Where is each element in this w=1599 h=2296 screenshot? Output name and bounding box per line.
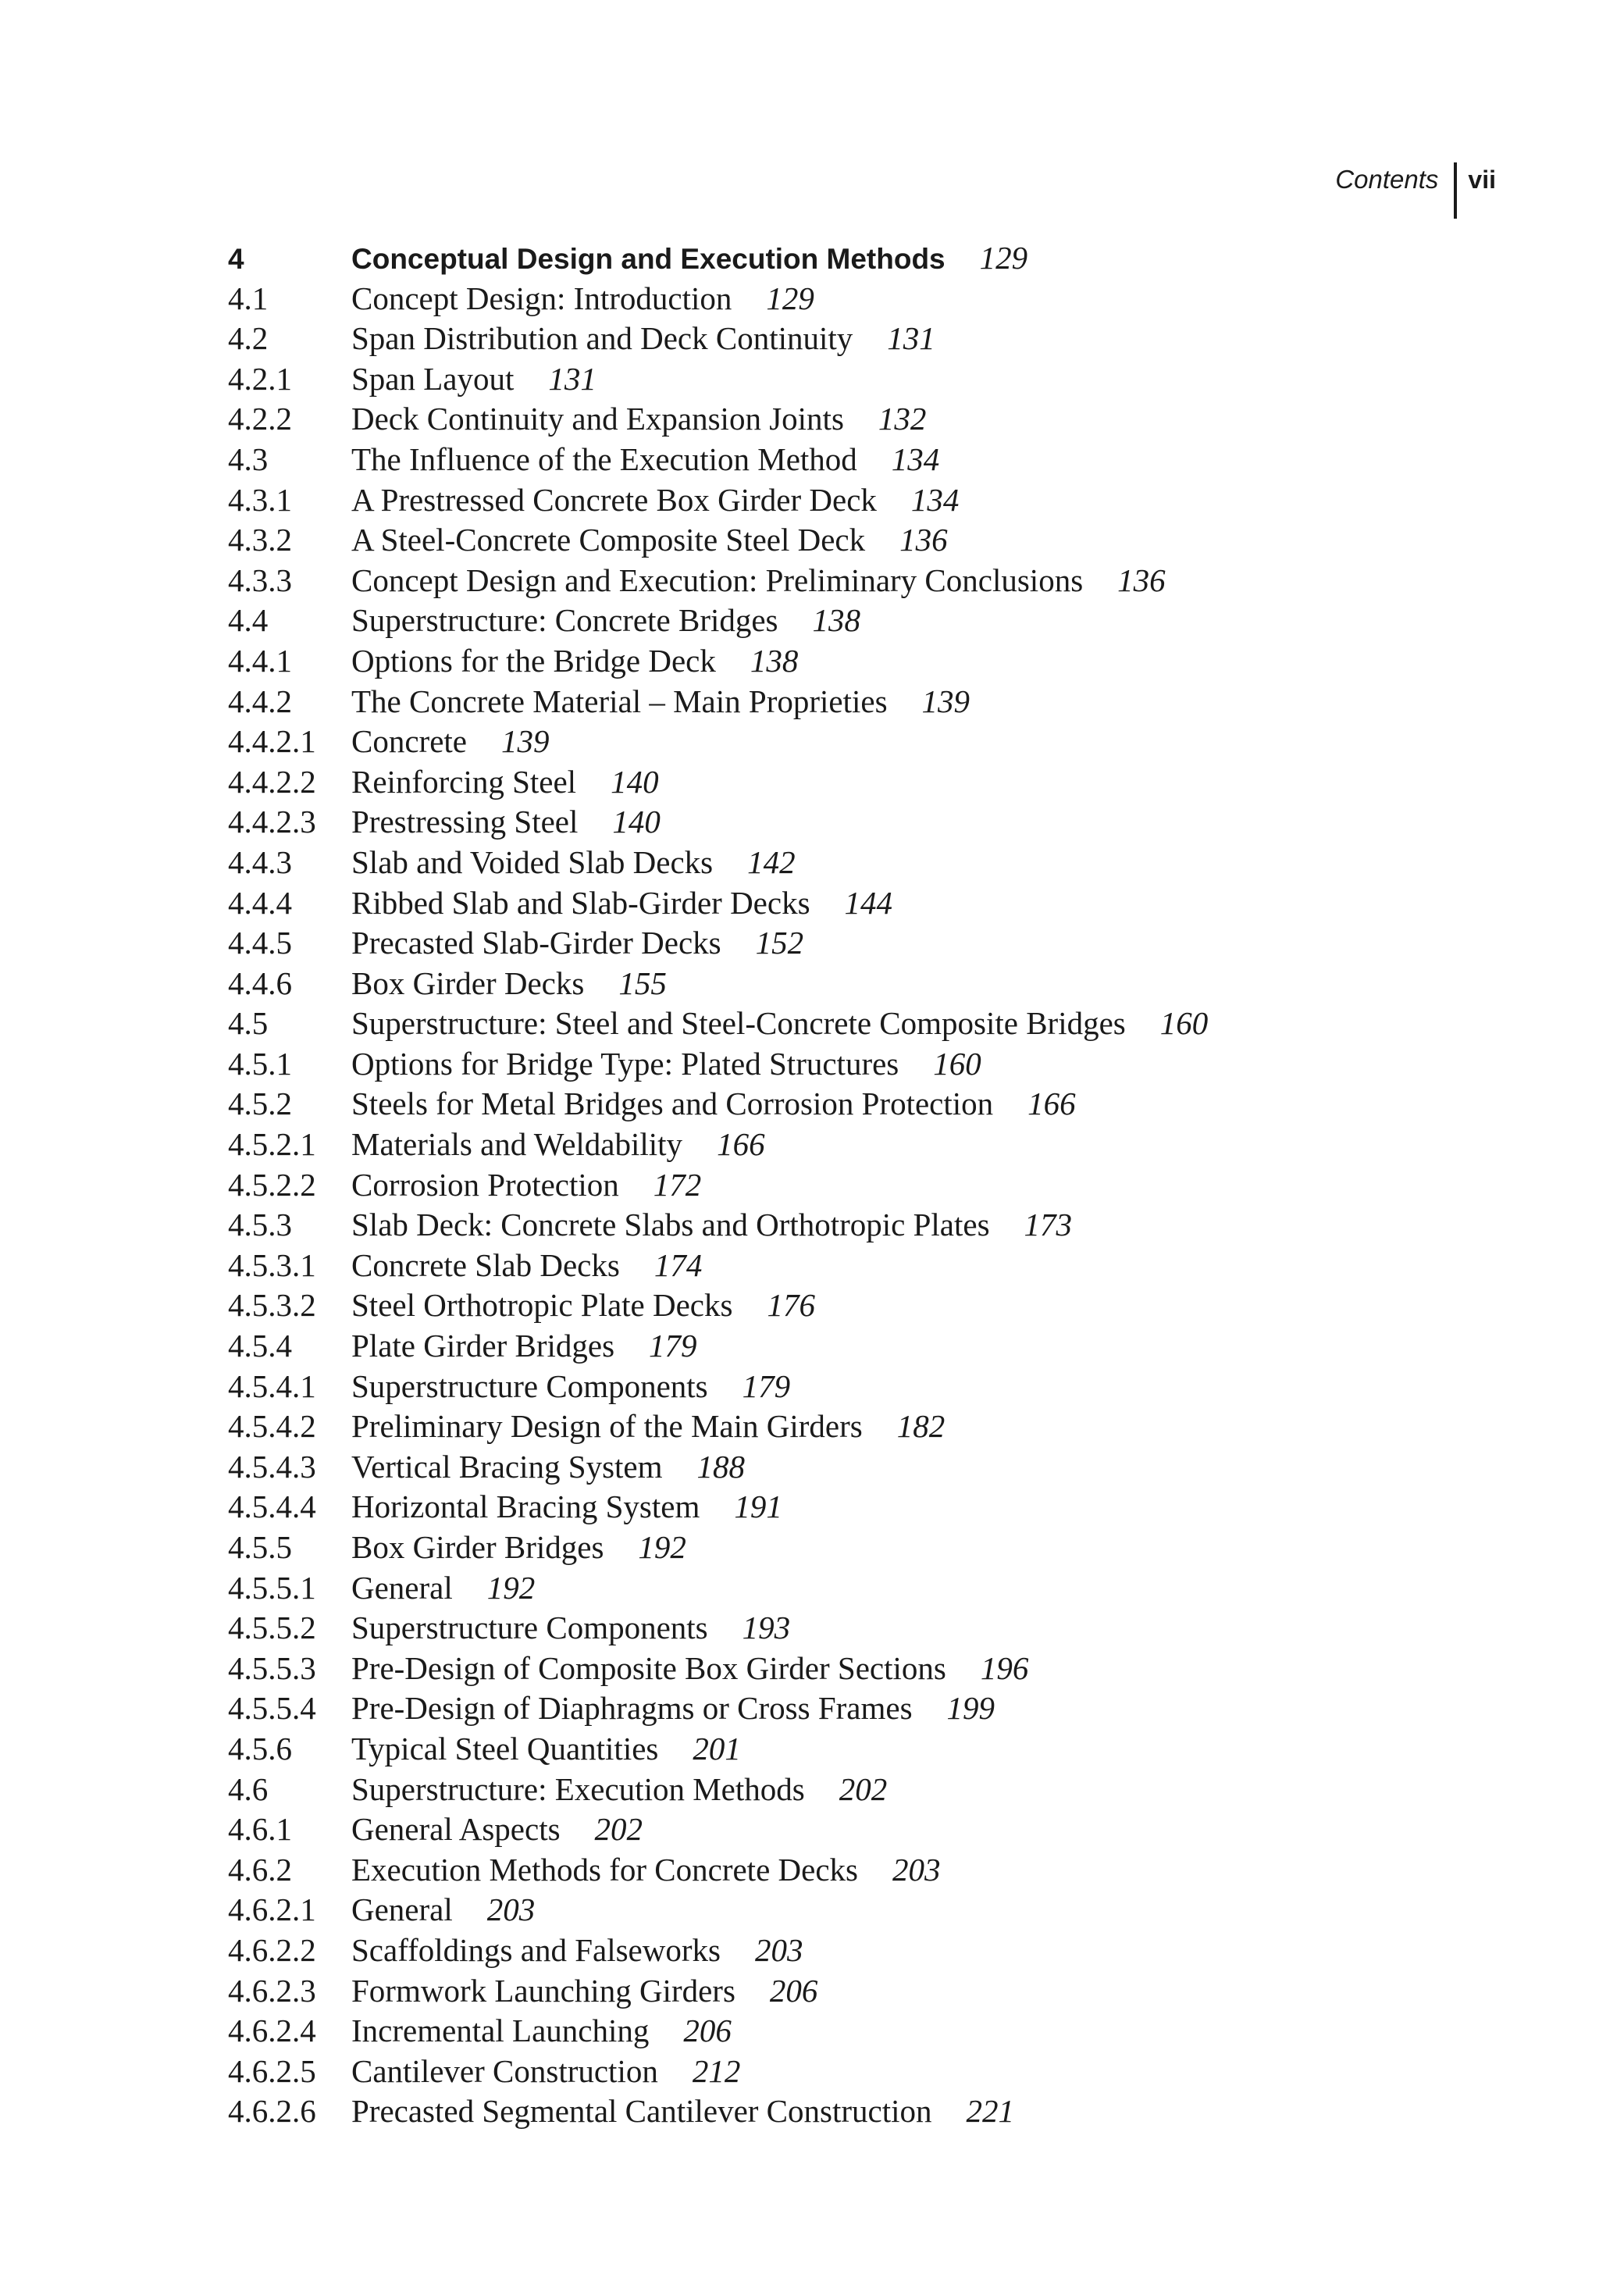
toc-entry-page: 196 (980, 1649, 1029, 1686)
toc-entry-title: Typical Steel Quantities (351, 1730, 659, 1767)
toc-entry-number: 4.6.2.3 (228, 1972, 316, 2009)
toc-entry[interactable] (228, 1285, 1399, 1326)
toc-entry-page: 134 (910, 481, 960, 518)
toc-entry-number: 4.4.5 (228, 925, 292, 961)
toc-entry[interactable] (228, 1729, 1399, 1770)
toc-entry-page: 172 (653, 1166, 702, 1203)
toc-entry-number: 4.6.2.6 (228, 2093, 316, 2130)
toc-entry-page: 221 (966, 2093, 1015, 2130)
toc-entry-number: 4.4.2 (228, 683, 292, 719)
toc-entry[interactable] (228, 1487, 1399, 1528)
toc-entry-number: 4.6.2.4 (228, 2013, 316, 2049)
toc-entry-title: Pre-Design of Composite Box Girder Sections (351, 1649, 946, 1686)
toc-entry[interactable] (228, 641, 1399, 682)
toc-entry-title: Horizontal Bracing System (351, 1488, 700, 1525)
toc-entry[interactable] (228, 319, 1399, 359)
toc-entry[interactable] (228, 1890, 1399, 1931)
toc-entry[interactable] (228, 399, 1399, 440)
toc-entry[interactable] (228, 1084, 1399, 1125)
toc-entry[interactable] (228, 601, 1399, 641)
toc-entry-page: 152 (755, 925, 804, 961)
toc-entry-number: 4.5 (228, 1005, 269, 1042)
toc-entry-title: Slab and Voided Slab Decks (351, 843, 714, 880)
toc-entry[interactable] (228, 843, 1399, 883)
toc-entry-number: 4.4.3 (228, 843, 292, 880)
toc-entry-title: Plate Girder Bridges (351, 1328, 615, 1364)
toc-entry[interactable] (228, 923, 1399, 964)
toc-entry-title: Scaffoldings and Falseworks (351, 1931, 721, 1968)
toc-entry-title: A Prestressed Concrete Box Girder Deck (351, 481, 877, 518)
toc-entry[interactable] (228, 1165, 1399, 1206)
toc-entry-page: 139 (921, 683, 970, 719)
toc-entry-number: 4.4 (228, 602, 269, 639)
toc-entry[interactable] (228, 1608, 1399, 1649)
toc-entry-title: General (351, 1569, 453, 1606)
toc-entry-page: 136 (899, 522, 948, 558)
toc-entry-title: Precasted Segmental Cantilever Construction (351, 2093, 932, 2130)
toc-entry-number: 4.5.4.2 (228, 1408, 316, 1445)
toc-entry-page: 176 (767, 1287, 815, 1324)
toc-entry-title: Options for the Bridge Deck (351, 642, 716, 679)
toc-entry[interactable] (228, 1447, 1399, 1488)
toc-entry-page: 160 (1159, 1005, 1209, 1042)
toc-entry-number: 4.5.4 (228, 1328, 292, 1364)
toc-entry-title: Superstructure: Concrete Bridges (351, 602, 778, 639)
toc-entry-number: 4.5.1 (228, 1045, 292, 1082)
toc-entry[interactable] (228, 561, 1399, 601)
toc-entry-number: 4.4.1 (228, 642, 292, 679)
toc-entry-number: 4.5.6 (228, 1730, 292, 1767)
toc-entry[interactable] (228, 1004, 1399, 1044)
toc-entry-number: 4.3.2 (228, 522, 292, 558)
toc-entry-page: 160 (933, 1045, 981, 1082)
toc-entry-title: Precasted Slab-Girder Decks (351, 925, 721, 961)
toc-entry-number: 4 (228, 243, 244, 275)
toc-entry-number: 4.5.2 (228, 1086, 292, 1122)
toc-entry[interactable] (228, 883, 1399, 924)
toc-entry[interactable] (228, 1044, 1399, 1085)
toc-entry-page: 131 (887, 320, 935, 357)
toc-entry-page: 155 (618, 964, 667, 1001)
toc-entry-number: 4.5.3.1 (228, 1246, 316, 1283)
toc-entry-title: Concrete Slab Decks (351, 1246, 620, 1283)
toc-entry[interactable] (228, 1367, 1399, 1407)
toc-entry-number: 4.4.4 (228, 884, 292, 921)
toc-entry-title: Options for Bridge Type: Plated Structures (351, 1045, 899, 1082)
toc-entry[interactable] (228, 359, 1399, 400)
toc-entry-title: Superstructure: Steel and Steel-Concrete Composite Bridges (351, 1005, 1126, 1042)
toc-entry-page: 140 (612, 804, 661, 840)
toc-entry-number: 4.5.5.3 (228, 1649, 316, 1686)
toc-entry-number: 4.2.1 (228, 360, 292, 397)
toc-entry-title: Ribbed Slab and Slab-Girder Decks (351, 884, 810, 921)
toc-entry-page: 201 (693, 1730, 741, 1767)
toc-entry-number: 4.5.4.4 (228, 1488, 316, 1525)
toc-entry-title: Conceptual Design and Execution Methods (351, 243, 946, 275)
toc-entry-number: 4.4.6 (228, 964, 292, 1001)
toc-entry-page: 206 (769, 1972, 818, 2009)
toc-entry[interactable] (228, 722, 1399, 762)
toc-entry-title: Slab Deck: Concrete Slabs and Orthotropic Plates (351, 1207, 990, 1243)
toc-entry-number: 4.4.2.1 (228, 723, 316, 760)
toc-entry-title: Formwork Launching Girders (351, 1972, 735, 2009)
toc-entry-number: 4.6.2.1 (228, 1891, 316, 1928)
toc-entry-page: 203 (892, 1851, 941, 1888)
toc-entry[interactable] (228, 1125, 1399, 1165)
toc-entry-title: Concept Design and Execution: Preliminary Conclusions (351, 562, 1084, 598)
toc-entry-number: 4.5.5.2 (228, 1610, 316, 1646)
toc-entry-number: 4.5.5 (228, 1529, 292, 1565)
toc-entry-page: 131 (548, 360, 597, 397)
toc-entry-page: 138 (812, 602, 861, 639)
toc-entry[interactable] (228, 279, 1399, 319)
toc-entry-title: Superstructure: Execution Methods (351, 1770, 805, 1807)
toc-entry[interactable] (228, 1205, 1399, 1246)
toc-entry-number: 4.5.2.2 (228, 1166, 316, 1203)
toc-entry[interactable] (228, 1326, 1399, 1367)
toc-entry[interactable] (228, 682, 1399, 722)
toc-entry-number: 4.2.2 (228, 401, 292, 437)
page-number: vii (1468, 166, 1496, 194)
toc-entry[interactable] (228, 964, 1399, 1004)
toc-entry-title: Steel Orthotropic Plate Decks (351, 1287, 733, 1324)
toc-entry-title: General Aspects (351, 1811, 561, 1848)
toc-entry-page: 203 (754, 1931, 803, 1968)
toc-entry[interactable] (228, 1971, 1399, 2012)
toc-entry-page: 166 (717, 1126, 765, 1163)
toc-entry[interactable] (228, 1649, 1399, 1689)
toc-entry-number: 4.5.5.4 (228, 1690, 316, 1727)
toc-entry-number: 4.6.2 (228, 1851, 292, 1888)
running-head (1335, 162, 1496, 219)
toc-entry-title: Superstructure Components (351, 1610, 708, 1646)
toc-entry-title: Reinforcing Steel (351, 763, 577, 800)
toc-entry-number: 4.6.1 (228, 1811, 292, 1848)
toc-entry-page: 129 (979, 240, 1028, 276)
toc-entry-page: 140 (611, 763, 659, 800)
toc-entry[interactable] (228, 1688, 1399, 1729)
toc-entry-number: 4.6.2.5 (228, 2052, 316, 2089)
toc-entry-title: Span Layout (351, 360, 515, 397)
toc-entry-page: 182 (896, 1408, 946, 1445)
toc-entry-title: Incremental Launching (351, 2013, 650, 2049)
table-of-contents (228, 238, 1399, 2132)
toc-entry-number: 4.5.5.1 (228, 1569, 316, 1606)
toc-entry-page: 202 (594, 1811, 643, 1848)
toc-entry[interactable] (228, 440, 1399, 480)
toc-entry-page: 212 (692, 2052, 741, 2089)
toc-entry-page: 179 (649, 1328, 697, 1364)
toc-entry-title: Cantilever Construction (351, 2052, 658, 2089)
toc-entry-number: 4.5.4.3 (228, 1448, 316, 1485)
toc-entry-page: 206 (683, 2013, 732, 2049)
toc-entry-title: Box Girder Decks (351, 964, 585, 1001)
toc-entry-page: 138 (750, 642, 799, 679)
toc-entry[interactable] (228, 1528, 1399, 1568)
toc-entry[interactable] (228, 1850, 1399, 1891)
toc-entry[interactable] (228, 1931, 1399, 1971)
toc-entry[interactable] (228, 1770, 1399, 1810)
toc-entry-number: 4.2 (228, 320, 269, 357)
toc-entry-number: 4.4.2.2 (228, 763, 316, 800)
toc-entry-title: Execution Methods for Concrete Decks (351, 1851, 858, 1888)
toc-entry-number: 4.4.2.3 (228, 804, 316, 840)
toc-entry-title: Prestressing Steel (351, 804, 579, 840)
toc-entry-page: 203 (486, 1891, 536, 1928)
toc-entry-number: 4.5.3.2 (228, 1287, 316, 1324)
toc-entry-title: Pre-Design of Diaphragms or Cross Frames (351, 1690, 913, 1727)
toc-entry-number: 4.3.3 (228, 562, 292, 598)
toc-entry-title: Concept Design: Introduction (351, 280, 732, 316)
toc-entry-title: Preliminary Design of the Main Girders (351, 1408, 863, 1445)
toc-entry[interactable] (228, 238, 1399, 279)
toc-entry-number: 4.5.4.1 (228, 1367, 316, 1404)
toc-entry[interactable] (228, 2091, 1399, 2132)
toc-entry-page: 136 (1117, 562, 1166, 598)
toc-entry-title: General (351, 1891, 453, 1928)
toc-entry[interactable] (228, 2011, 1399, 2052)
toc-entry-page: 192 (638, 1529, 686, 1565)
toc-entry-title: Span Distribution and Deck Continuity (351, 320, 853, 357)
toc-entry-page: 173 (1024, 1207, 1073, 1243)
toc-entry-page: 188 (696, 1448, 746, 1485)
toc-entry-number: 4.1 (228, 280, 269, 316)
toc-entry-title: Corrosion Protection (351, 1166, 619, 1203)
toc-entry-number: 4.3 (228, 440, 269, 477)
toc-entry-title: Steels for Metal Bridges and Corrosion Protection (351, 1086, 994, 1122)
toc-entry[interactable] (228, 480, 1399, 521)
toc-entry-page: 144 (844, 884, 893, 921)
toc-entry-page: 202 (839, 1770, 888, 1807)
toc-entry-page: 193 (742, 1610, 791, 1646)
toc-entry-number: 4.5.2.1 (228, 1126, 316, 1163)
toc-entry-number: 4.6 (228, 1770, 269, 1807)
toc-entry-title: Superstructure Components (351, 1367, 708, 1404)
toc-entry[interactable] (228, 802, 1399, 843)
toc-entry[interactable] (228, 1406, 1399, 1447)
toc-entry-title: Vertical Bracing System (351, 1448, 663, 1485)
toc-entry-number: 4.3.1 (228, 481, 292, 518)
toc-entry-page: 179 (742, 1367, 791, 1404)
toc-entry-page: 192 (486, 1569, 536, 1606)
toc-entry-page: 139 (500, 723, 550, 760)
toc-entry[interactable] (228, 1809, 1399, 1850)
toc-entry-number: 4.6.2.2 (228, 1931, 316, 1968)
running-title: Contents (1335, 165, 1439, 194)
toc-entry-title: A Steel-Concrete Composite Steel Deck (351, 522, 866, 558)
toc-entry[interactable] (228, 762, 1399, 803)
toc-entry[interactable] (228, 1246, 1399, 1286)
toc-entry-page: 132 (878, 401, 927, 437)
toc-entry-page: 166 (1027, 1086, 1076, 1122)
running-head-rule (1454, 162, 1457, 219)
toc-entry-title: Box Girder Bridges (351, 1529, 604, 1565)
toc-entry-number: 4.5.3 (228, 1207, 292, 1243)
toc-entry-title: The Influence of the Execution Method (351, 440, 857, 477)
toc-entry-page: 134 (891, 440, 940, 477)
toc-entry-title: Concrete (351, 723, 467, 760)
toc-entry-page: 129 (766, 280, 814, 316)
toc-entry-page: 142 (747, 843, 796, 880)
toc-entry[interactable] (228, 2052, 1399, 2092)
toc-entry-title: Deck Continuity and Expansion Joints (351, 401, 844, 437)
toc-entry-page: 199 (946, 1690, 995, 1727)
toc-entry-page: 191 (734, 1488, 782, 1525)
toc-entry[interactable] (228, 520, 1399, 561)
toc-entry-title: The Concrete Material – Main Proprieties (351, 683, 888, 719)
toc-entry-page: 174 (653, 1246, 703, 1283)
toc-entry[interactable] (228, 1568, 1399, 1609)
toc-entry-title: Materials and Weldability (351, 1126, 683, 1163)
